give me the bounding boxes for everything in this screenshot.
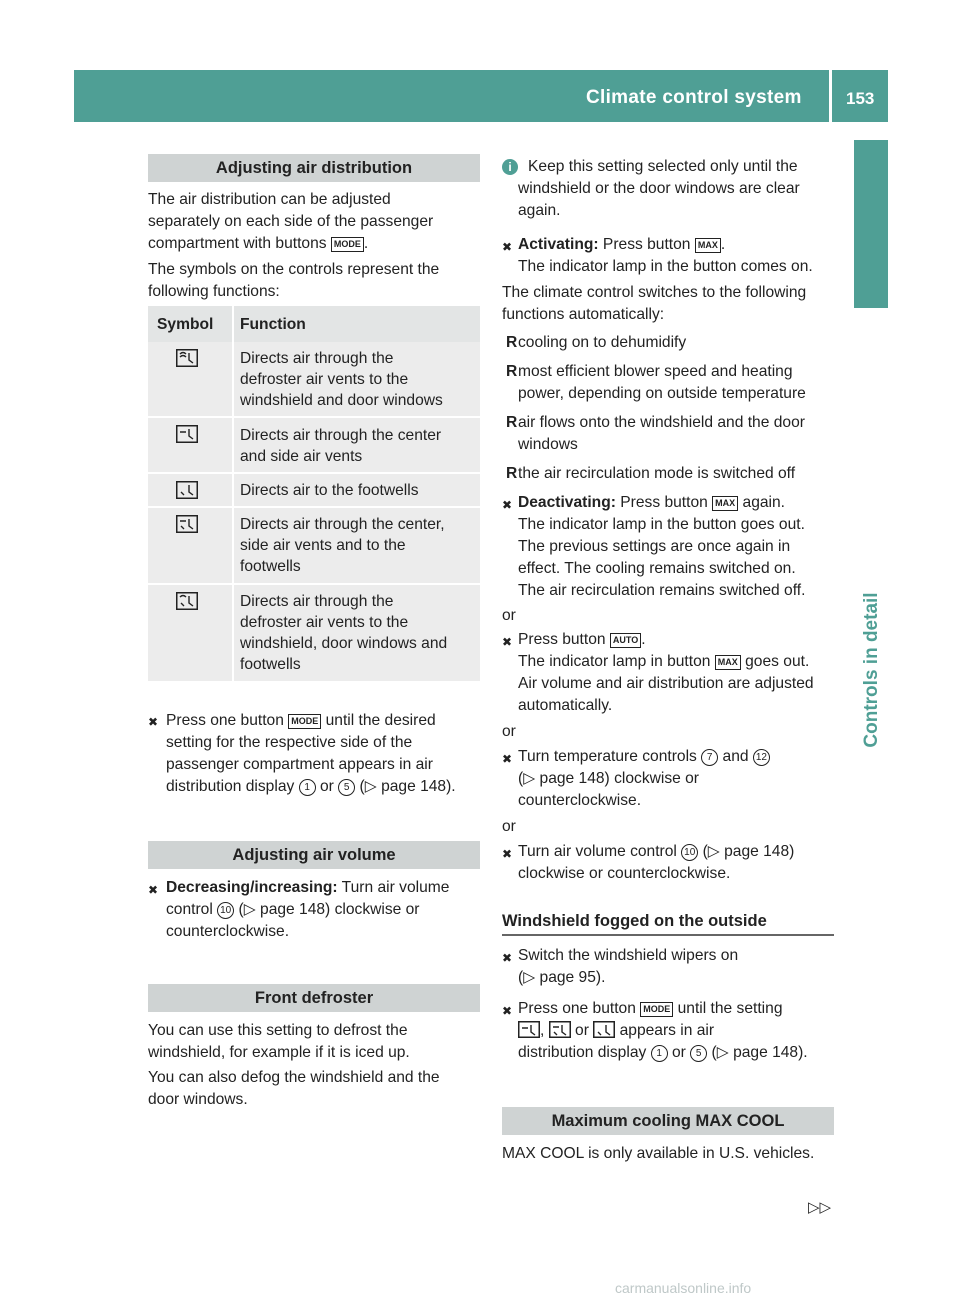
step-arrow: ✖ xyxy=(502,1004,513,1018)
bullet-line: power, depending on outside temperature xyxy=(518,385,806,402)
bullet-line: the air recirculation mode is switched off xyxy=(518,465,796,482)
step-arrow: ✖ xyxy=(148,883,159,897)
step-line: clockwise or counterclockwise. xyxy=(518,865,731,882)
table-header-function: Function xyxy=(240,316,306,333)
step-line: Turn air volume control 10 (▷ page 148) xyxy=(518,843,795,860)
paragraph-line: functions automatically: xyxy=(502,306,665,323)
paragraph-line: You can use this setting to defrost the xyxy=(148,1022,408,1039)
table-cell-line: Directs air to the footwells xyxy=(240,482,419,499)
table-cell-line: Directs air through the center xyxy=(240,427,442,444)
table-cell-line: side air vents and to the xyxy=(240,537,406,554)
bullet-line: air flows onto the windshield and the door xyxy=(518,414,805,431)
paragraph-line: door windows. xyxy=(148,1091,248,1108)
step-line: Air volume and air distribution are adjusted xyxy=(518,675,814,692)
step-line: Activating: Press button MAX . xyxy=(518,236,726,253)
step-arrow: ✖ xyxy=(502,240,513,254)
mode-button-icon: MODE xyxy=(288,714,321,729)
table-cell-line: Directs air through the center, xyxy=(240,516,445,533)
step-line: distribution display 1 or 5 (▷ page 148). xyxy=(166,778,456,795)
step-arrow: ✖ xyxy=(502,635,513,649)
footer-watermark: carmanualsonline.info xyxy=(615,1280,752,1296)
center-footwell-icon xyxy=(549,1021,571,1038)
info-line: Keep this setting selected only until the xyxy=(528,158,798,175)
callout-12: 12 xyxy=(753,749,770,766)
section-title: Front defroster xyxy=(254,989,374,1007)
table-cell-line: footwells xyxy=(240,656,301,673)
paragraph-line: compartment with buttons MODE . xyxy=(148,235,369,252)
step-line: counterclockwise. xyxy=(166,923,290,940)
step-line: , or appears in air xyxy=(518,1020,858,1041)
step-line: Press button AUTO . xyxy=(518,631,646,648)
defrost-window-footwell-icon xyxy=(176,592,198,610)
callout-1: 1 xyxy=(299,779,316,796)
section-title: Adjusting air volume xyxy=(232,846,396,864)
paragraph-line: following functions: xyxy=(148,283,280,300)
section-title: Adjusting air distribution xyxy=(215,159,413,177)
callout-10: 10 xyxy=(217,902,234,919)
callout-5: 5 xyxy=(338,779,355,796)
paragraph-line: MAX COOL is only available in U.S. vehicles. xyxy=(502,1145,815,1162)
step-line: The air recirculation remains switched off. xyxy=(518,582,806,599)
step-line: control 10 (▷ page 148) clockwise or xyxy=(166,901,420,918)
mode-button-icon: MODE xyxy=(640,1002,673,1017)
paragraph-line: The air distribution can be adjusted xyxy=(148,191,391,208)
step-line: automatically. xyxy=(518,697,613,714)
bullet: R xyxy=(506,334,518,351)
step-line: distribution display 1 or 5 (▷ page 148). xyxy=(518,1044,808,1061)
or-text: or xyxy=(502,723,516,740)
bullet-line: cooling on to dehumidify xyxy=(518,334,687,351)
bullet-line: most efficient blower speed and heating xyxy=(518,363,793,380)
table-cell-line: footwells xyxy=(240,558,301,575)
page-number: 153 xyxy=(846,89,875,108)
step-arrow: ✖ xyxy=(502,951,513,965)
or-text: or xyxy=(502,818,516,835)
side-label: Controls in detail xyxy=(861,592,882,748)
paragraph-line: The symbols on the controls represent the xyxy=(148,261,440,278)
step-line: Press one button MODE until the setting xyxy=(518,1000,783,1017)
mode-button-icon: MODE xyxy=(331,237,364,252)
callout-7: 7 xyxy=(701,749,718,766)
paragraph-line: The climate control switches to the following xyxy=(502,284,807,301)
table-cell-line: windshield and door windows xyxy=(240,392,443,409)
table-cell-line: defroster air vents to the xyxy=(240,614,409,631)
footwell-icon xyxy=(176,481,198,499)
info-icon: i xyxy=(502,159,518,175)
bullet-line: windows xyxy=(518,436,578,453)
step-line: passenger compartment appears in air xyxy=(166,756,433,773)
table-cell-line: defroster air vents to the xyxy=(240,371,409,388)
step-line: The indicator lamp in the button goes out. xyxy=(518,516,805,533)
chapter-title: Climate control system xyxy=(586,87,802,108)
footwell-icon xyxy=(593,1021,615,1038)
max-button-icon: MAX xyxy=(715,655,741,670)
header-separator xyxy=(829,70,832,122)
step-line: Turn temperature controls 7 and 12 xyxy=(518,746,858,767)
step-line: Switch the windshield wipers on xyxy=(518,947,739,964)
callout-1: 1 xyxy=(651,1045,668,1062)
step-line: setting for the respective side of the xyxy=(166,734,413,751)
bullet: R xyxy=(506,363,518,380)
info-line: again. xyxy=(518,202,561,219)
step-line: Deactivating: Press button MAX again. xyxy=(518,494,786,511)
auto-button-icon: AUTO xyxy=(610,633,641,648)
callout-10: 10 xyxy=(681,844,698,861)
bullet: R xyxy=(506,465,518,482)
step-line: The previous settings are once again in xyxy=(518,538,791,555)
step-line: Press one button MODE until the desired xyxy=(166,712,436,729)
max-button-icon: MAX xyxy=(695,238,721,253)
step-arrow: ✖ xyxy=(148,715,159,729)
table-cell-line: Directs air through the xyxy=(240,350,394,367)
section-title: Maximum cooling MAX COOL xyxy=(551,1112,785,1130)
max-button-icon: MAX xyxy=(712,496,738,511)
table-cell-line: Directs air through the xyxy=(240,593,394,610)
center-vent-icon xyxy=(176,425,198,443)
bullet: R xyxy=(506,414,518,431)
step-line: counterclockwise. xyxy=(518,792,642,809)
center-vent-icon xyxy=(518,1021,540,1038)
continue-marker: ▷▷ xyxy=(808,1199,832,1216)
center-footwell-icon xyxy=(176,515,198,533)
callout-5: 5 xyxy=(690,1045,707,1062)
table-header-symbol: Symbol xyxy=(157,316,214,333)
step-line: effect. The cooling remains switched on. xyxy=(518,560,796,577)
paragraph-line: You can also defog the windshield and the xyxy=(148,1069,440,1086)
table-column-separator xyxy=(232,306,234,681)
paragraph-line: separately on each side of the passenger xyxy=(148,213,434,230)
step-line: The indicator lamp in the button comes on. xyxy=(518,258,813,275)
defrost-footwell-icon xyxy=(176,349,198,367)
step-line: (▷ page 95). xyxy=(518,969,606,986)
subsection-title: Windshield fogged on the outside xyxy=(502,912,767,930)
step-arrow: ✖ xyxy=(502,847,513,861)
table-cell-line: windshield, door windows and xyxy=(240,635,448,652)
step-arrow: ✖ xyxy=(502,752,513,766)
paragraph-line: windshield, for example if it is iced up. xyxy=(148,1044,410,1061)
step-line: Decreasing/increasing: Turn air volume xyxy=(166,879,450,896)
step-line: (▷ page 148) clockwise or xyxy=(518,770,700,787)
section-rule xyxy=(502,934,834,936)
step-arrow: ✖ xyxy=(502,498,513,512)
step-line: The indicator lamp in button MAX goes out. xyxy=(518,653,810,670)
table-cell-line: and side air vents xyxy=(240,448,363,465)
or-text: or xyxy=(502,607,516,624)
info-line: windshield or the door windows are clear xyxy=(518,180,800,197)
